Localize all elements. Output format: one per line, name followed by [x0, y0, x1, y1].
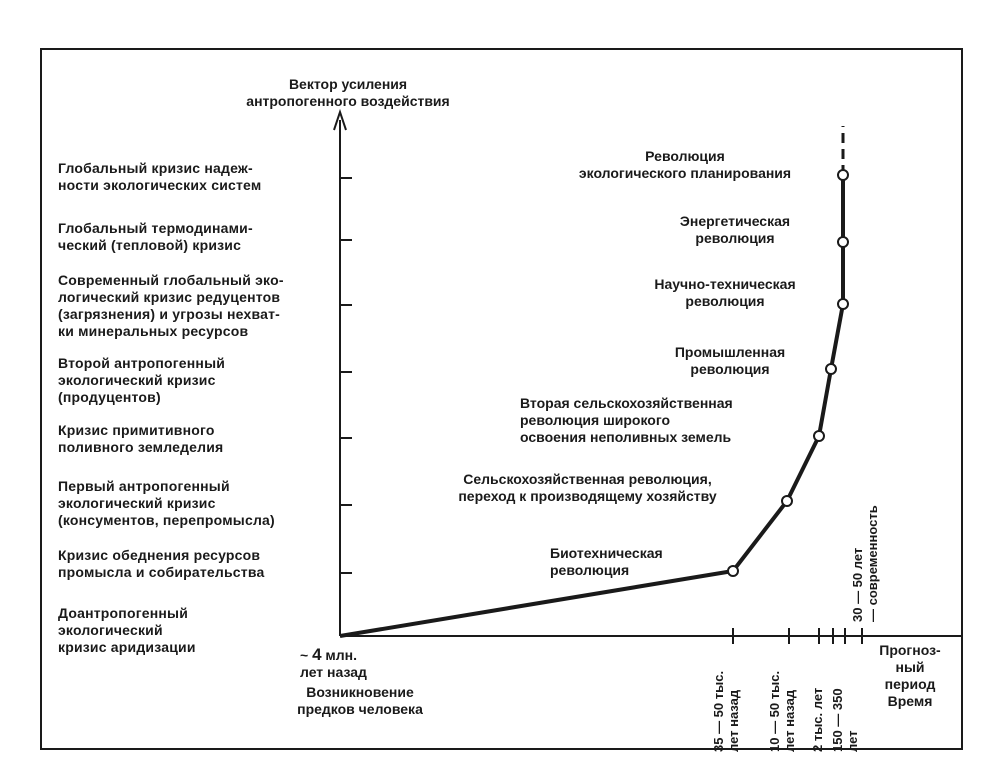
revolution-point	[838, 299, 848, 309]
revolution-label: Вторая сельскохозяйственная революция широкого освоения неполивных земель	[520, 395, 733, 445]
y-ticks	[340, 178, 352, 573]
revolution-point	[814, 431, 824, 441]
revolution-label: Научно-техническая революция	[654, 276, 796, 309]
x-tick-label: 30 — 50 лет — современность	[850, 505, 880, 622]
crisis-label: Первый антропогенный экологический кризис (консументов, перепромысла)	[58, 478, 275, 528]
x-tick-label: 10 — 50 тыс. лет назад	[767, 670, 797, 752]
revolution-point	[838, 170, 848, 180]
revolution-label: Энергетическая революция	[679, 213, 791, 246]
revolution-point	[826, 364, 836, 374]
revolution-point	[728, 566, 738, 576]
revolution-label: Промышленная революция	[674, 344, 786, 377]
origin-suffix: млн. лет назад	[300, 647, 367, 680]
revolution-label: Революция экологического планирования	[578, 148, 792, 181]
crisis-label: Доантропогенный экологический кризис аридизации	[58, 605, 196, 655]
time-label: Время	[887, 693, 933, 709]
revolution-label: Биотехническая революция	[550, 545, 663, 578]
forecast-label: Прогноз- ный период	[879, 642, 941, 692]
origin-prefix: ~	[300, 647, 313, 663]
crisis-label: Кризис обеднения ресурсов промысла и собирательства	[58, 547, 265, 580]
x-tick-label: 150 — 350 лет	[830, 688, 860, 752]
origin-caption: Возникновение предков человека	[297, 684, 423, 717]
x-tick-label: 35 — 50 тыс. лет назад	[711, 670, 741, 752]
revolution-label: Сельскохозяйственная революция, переход к производящему хозяйству	[458, 471, 717, 504]
crisis-label: Второй антропогенный экологический кризис (продуцентов)	[58, 355, 226, 405]
crisis-label: Глобальный кризис надеж- ности экологических систем	[58, 160, 262, 193]
revolution-point	[838, 237, 848, 247]
crisis-label: Современный глобальный эко- логический кризис редуцентов (загрязнения) и угрозы нехват- ки минеральных ресурсов	[58, 272, 284, 339]
crisis-label: Кризис примитивного поливного земледелия	[58, 422, 224, 455]
revolution-point	[782, 496, 792, 506]
x-tick-label: 2 тыс. лет	[810, 687, 825, 752]
y-axis-title: Вектор усиления антропогенного воздействия	[246, 76, 450, 109]
origin-label	[300, 646, 410, 681]
crisis-label: Глобальный термодинами- ческий (тепловой) кризис	[58, 220, 253, 253]
origin-number: 4	[312, 645, 322, 664]
